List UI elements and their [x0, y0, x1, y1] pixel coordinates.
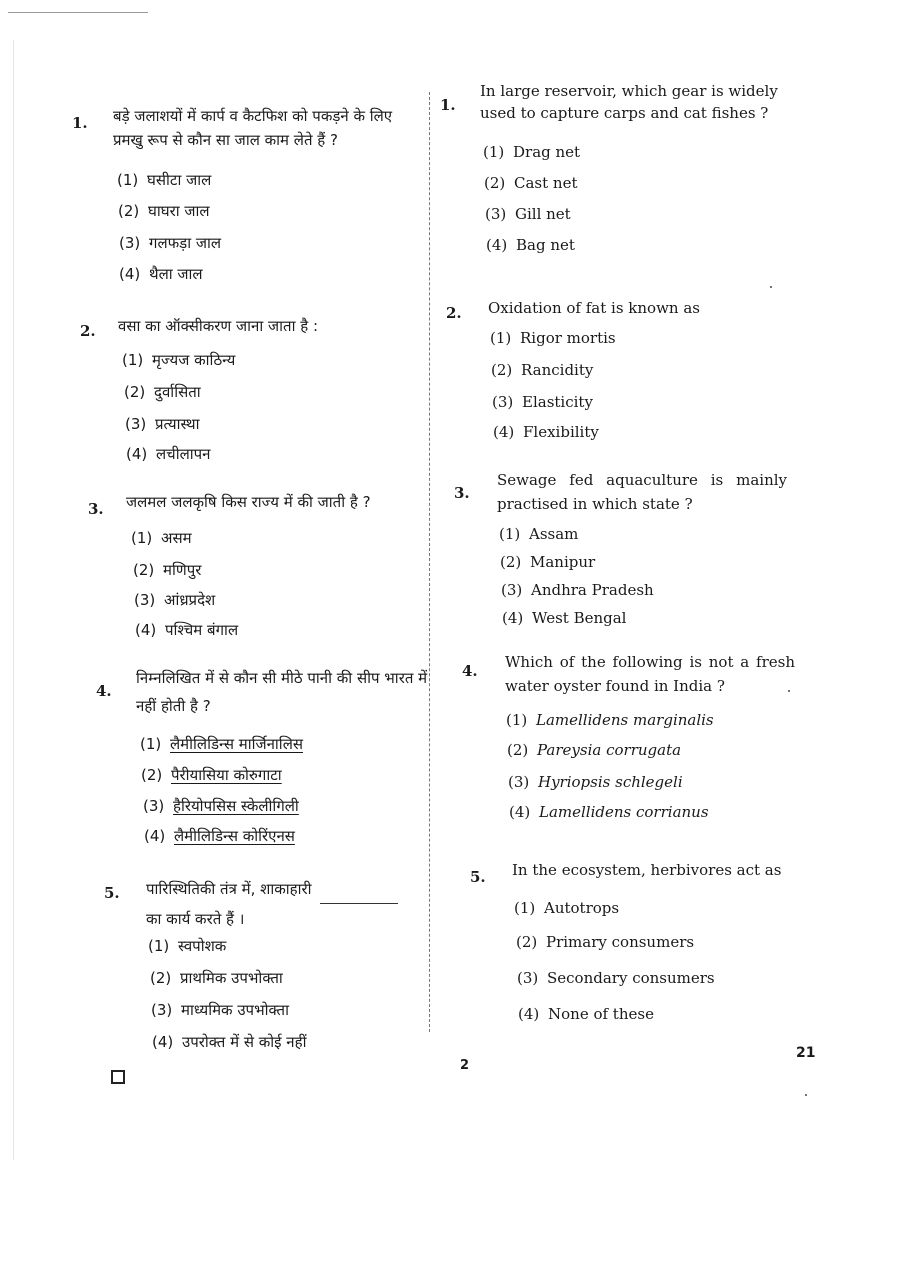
question-number: 2. [80, 322, 96, 340]
option-2: (2) दुर्वासिता [124, 383, 201, 401]
option-4: (4) Flexibility [493, 423, 599, 441]
option-3: (3) आंध्रप्रदेश [134, 591, 216, 609]
option-2: (2) घाघरा जाल [118, 202, 210, 220]
question-number: 2. [446, 304, 462, 322]
option-3: (3) गलफड़ा जाल [119, 234, 222, 252]
option-2: (2) पैरीयासिया कोरुगाटा [141, 766, 282, 784]
option-3: (3) Elasticity [492, 393, 593, 411]
speck [788, 690, 790, 692]
option-1: (1) स्वपोशक [148, 937, 227, 955]
square-marker-icon [111, 1070, 125, 1084]
option-2: (2) Primary consumers [516, 933, 695, 951]
header-rule [8, 12, 148, 13]
question-number: 3. [88, 500, 104, 518]
option-2: (2) Cast net [484, 174, 578, 192]
option-1: (1) लैमीलिडिन्स मार्जिनालिस [140, 735, 304, 753]
option-1: (1) Lamellidens marginalis [506, 711, 714, 729]
option-4: (4) थैला जाल [119, 265, 203, 283]
question-number: 5. [470, 868, 486, 886]
option-1: (1) Autotrops [514, 899, 620, 917]
option-1: (1) असम [131, 529, 192, 547]
option-4: (4) West Bengal [502, 609, 627, 627]
option-1: (1) Assam [499, 525, 579, 543]
option-1: (1) मृज्यज काठिन्य [122, 351, 236, 369]
option-3: (3) माध्यमिक उपभोक्ता [151, 1001, 289, 1019]
question-stem: निम्नलिखित में से कौन सी मीठे पानी की सीप भारत में नहीं होती है ? [136, 669, 428, 715]
question-stem: In the ecosystem, herbivores act as [512, 861, 782, 879]
question-number: 4. [96, 682, 112, 700]
option-3: (3) Hyriopsis schlegeli [508, 773, 683, 791]
option-4: (4) Bag net [486, 236, 575, 254]
option-4: (4) None of these [518, 1005, 654, 1023]
option-4: (4) Lamellidens corrianus [509, 803, 709, 821]
question-stem: बड़े जलाशयों में कार्प व कैटफिश को पकड़ने के लिए प्रमखु रूप से कौन सा जाल काम लेते हैं ? [113, 107, 393, 149]
question-stem: पारिस्थितिकी तंत्र में, शाकाहारी का कार्य करते हैं । [146, 874, 446, 934]
option-2: (2) Rancidity [491, 361, 594, 379]
option-3: (3) प्रत्यास्था [125, 415, 200, 433]
corner-number: 21 [796, 1045, 816, 1061]
option-2: (2) Pareysia corrugata [507, 741, 682, 759]
option-1: (1) Drag net [483, 143, 581, 161]
fill-blank [320, 891, 398, 904]
option-3: (3) Andhra Pradesh [501, 581, 654, 599]
question-number: 5. [104, 884, 120, 902]
question-stem: वसा का ऑक्सीकरण जाना जाता है : [118, 317, 319, 335]
question-number: 1. [72, 114, 88, 132]
option-1: (1) घसीटा जाल [117, 171, 212, 189]
speck [805, 1094, 807, 1096]
page-number: 2 [460, 1058, 470, 1073]
option-4: (4) लचीलापन [126, 445, 211, 463]
option-4: (4) उपरोक्त में से कोई नहीं [152, 1033, 307, 1051]
option-4: (4) पश्चिम बंगाल [135, 621, 239, 639]
option-4: (4) लैमीलिडिन्स कोरिंएनस [144, 827, 295, 845]
option-2: (2) प्राथमिक उपभोक्ता [150, 969, 283, 987]
question-stem: Which of the following is not a fresh water oyster found in India ? [505, 653, 795, 695]
question-stem: In large reservoir, which gear is widely used to capture carps and cat fishes ? [480, 82, 778, 122]
speck [770, 286, 772, 288]
option-2: (2) Manipur [500, 553, 596, 571]
scan-edge [13, 40, 14, 1160]
question-stem: जलमल जलकृषि किस राज्य में की जाती है ? [126, 493, 371, 511]
option-3: (3) हैरियोपसिस स्केलीगिली [143, 797, 299, 815]
option-3: (3) Secondary consumers [517, 969, 715, 987]
option-1: (1) Rigor mortis [490, 329, 616, 347]
question-number: 4. [462, 662, 478, 680]
option-3: (3) Gill net [485, 205, 571, 223]
option-2: (2) मणिपुर [133, 561, 202, 579]
question-stem: Sewage fed aquaculture is mainly practised in which state ? [497, 471, 787, 513]
question-number: 1. [440, 96, 456, 114]
question-number: 3. [454, 484, 470, 502]
question-stem: Oxidation of fat is known as [488, 299, 700, 317]
